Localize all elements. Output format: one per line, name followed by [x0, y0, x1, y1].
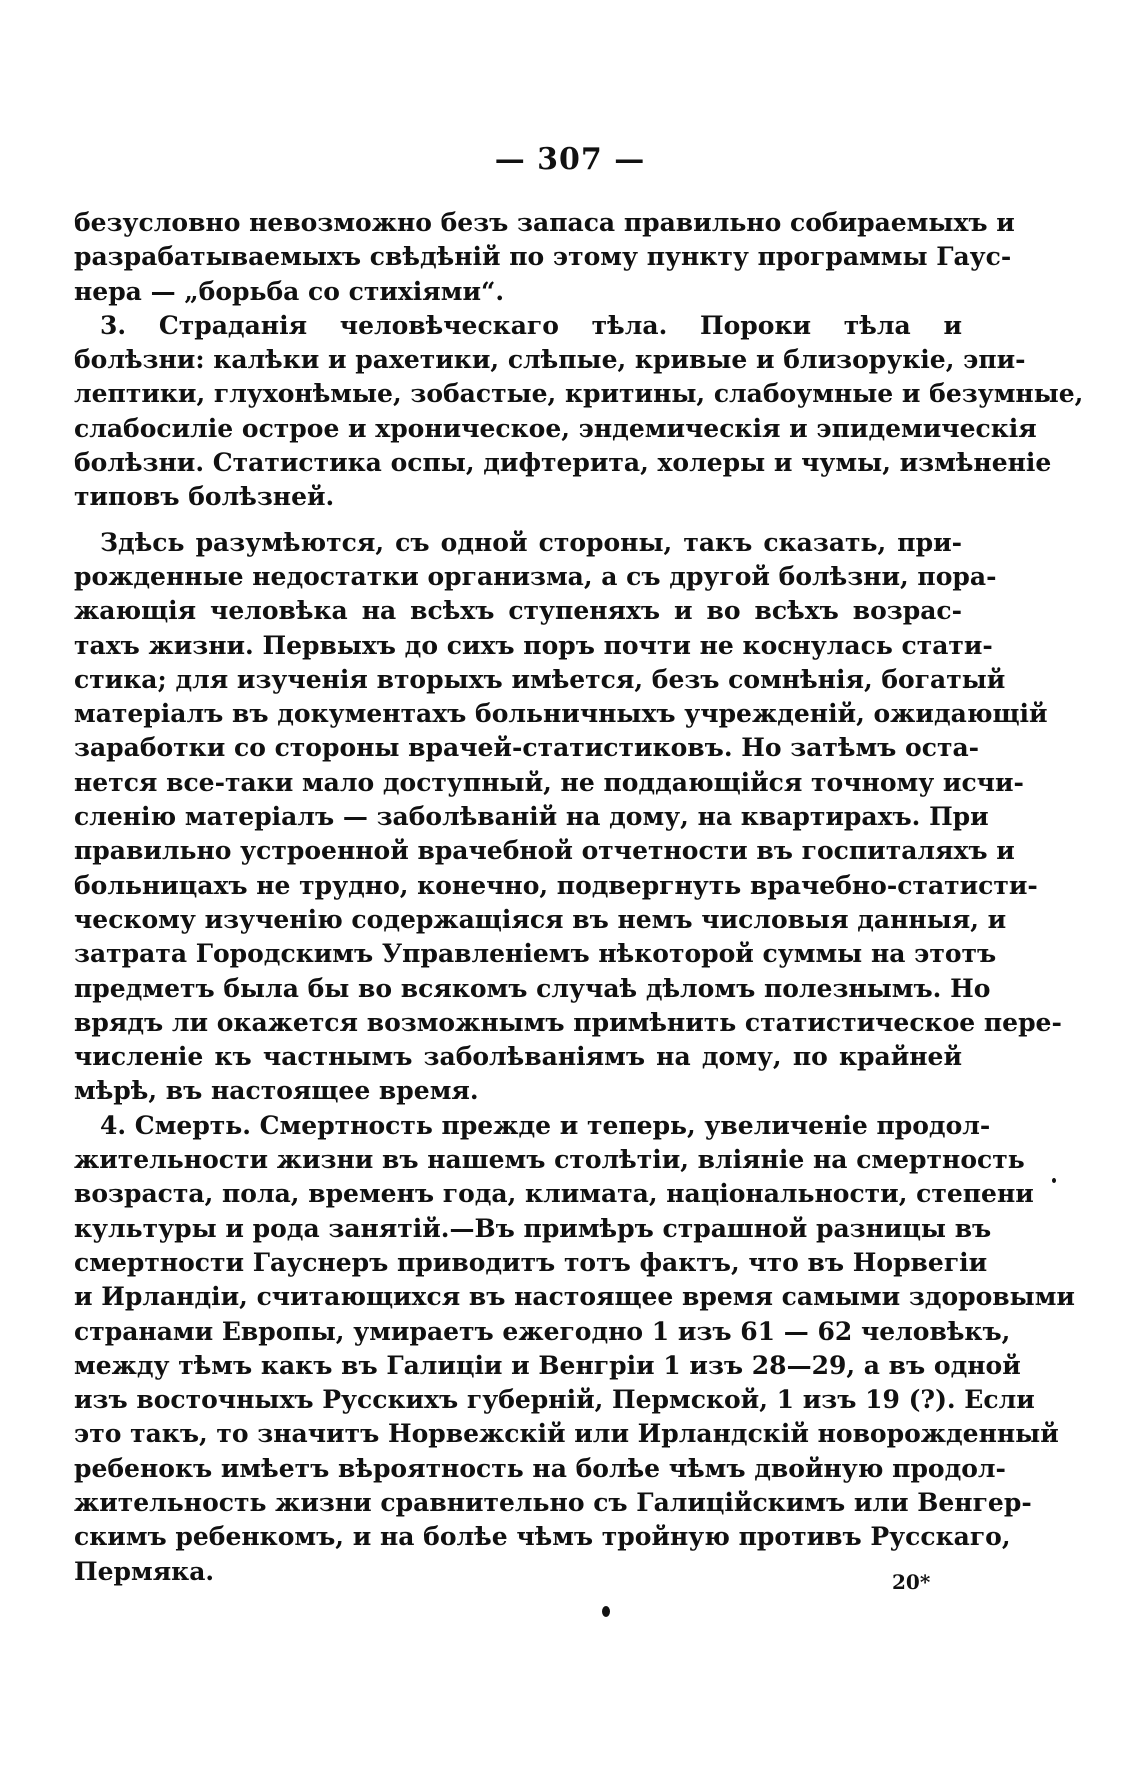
text-line: сленію матеріалъ — заболѣваній на дому, на квартирахъ. При [74, 802, 989, 832]
section-heading-line: 4. Смерть. Смертность прежде и теперь, увеличеніе продол- [100, 1110, 991, 1140]
text-line: лептики, глухонѣмые, зобастые, критины, слабоумные и безумные, [74, 379, 1084, 409]
text-line: типовъ болѣзней. [74, 482, 335, 512]
text-line: ческому изученію содержащіяся въ немъ числовыя данныя, и [74, 904, 1007, 934]
text-line: заработки со стороны врачей-статистиковъ. Но затѣмъ оста- [74, 733, 980, 763]
text-line: мѣрѣ, въ настоящее время. [74, 1076, 479, 1106]
text-line: между тѣмъ какъ въ Галиціи и Венгріи 1 изъ 28—29, а въ одной [74, 1350, 1021, 1380]
text-line: изъ восточныхъ Русскихъ губерній, Пермской, 1 изъ 19 (?). Если [74, 1385, 1035, 1415]
text-line: жительность жизни сравнительно съ Галиційскимъ или Венгер- [74, 1487, 1032, 1517]
text-line: тахъ жизни. Первыхъ до сихъ поръ почти не коснулась стати- [74, 630, 993, 660]
text-line: странами Европы, умираетъ ежегодно 1 изъ 61 — 62 человѣкъ, [74, 1316, 1011, 1346]
text-line: смертности Гауснеръ приводитъ тотъ фактъ, что въ Норвегіи [74, 1247, 988, 1277]
text-line: правильно устроенной врачебной отчетности въ госпиталяхъ и [74, 836, 1015, 866]
text-line: затрата Городскимъ Управленіемъ нѣкоторой суммы на этотъ [74, 939, 997, 969]
text-line: ребенокъ имѣетъ вѣроятность на болѣе чѣмъ двойную продол- [74, 1453, 1006, 1483]
text-line: болѣзни. Статистика оспы, дифтерита, холеры и чумы, измѣненіе [74, 448, 1052, 478]
page-number: — 307 — [494, 142, 646, 177]
text-line: жающія человѣка на всѣхъ ступеняхъ и во всѣхъ возрас- [74, 596, 962, 626]
text-line: предметъ была бы во всякомъ случаѣ дѣломъ полезнымъ. Но [74, 973, 991, 1003]
paragraph-gap [74, 515, 962, 526]
text-line: слабосиліе острое и хроническое, эндемическія и эпидемическія [74, 413, 1037, 443]
text-line: стика; для изученія вторыхъ имѣется, безъ сомнѣнія, богатый [74, 664, 1006, 694]
text-line: и Ирландіи, считающихся въ настоящее время самыми здоровыми [74, 1282, 1075, 1312]
text-line: жительности жизни въ нашемъ столѣтіи, вліяніе на смертность [74, 1145, 1025, 1175]
ink-spot [1052, 1178, 1056, 1183]
printer-signature-mark: 20* [892, 1570, 931, 1594]
text-line: возраста, пола, временъ года, климата, національности, степени [74, 1179, 1034, 1209]
text-line: скимъ ребенкомъ, и на болѣе чѣмъ тройную противъ Русскаго, [74, 1522, 1011, 1552]
text-line: Здѣсь разумѣются, съ одной стороны, такъ сказать, при- [100, 527, 962, 557]
text-line: рожденные недостатки организма, а съ другой болѣзни, пора- [74, 561, 997, 591]
body-text [74, 206, 1084, 1589]
text-line: матеріалъ въ документахъ больничныхъ учрежденій, ожидающій [74, 699, 1048, 729]
text-line: разрабатываемыхъ свѣдѣній по этому пункту программы Гаус- [74, 242, 1012, 272]
section-heading-line: 3. Страданія человѣческаго тѣла. Пороки тѣла и [100, 310, 962, 340]
text-line: нера — „борьба со стихіями“. [74, 276, 505, 306]
text-line: безусловно невозможно безъ запаса правильно собираемыхъ и [74, 208, 1015, 237]
text-line: больницахъ не трудно, конечно, подвергнуть врачебно-статисти- [74, 870, 1038, 900]
text-line: врядъ ли окажется возможнымъ примѣнить статистическое пере- [74, 1007, 1062, 1037]
text-line: нется все-таки мало доступный, не поддающійся точному исчи- [74, 767, 1024, 797]
text-line: болѣзни: калѣки и рахетики, слѣпые, кривые и близорукіе, эпи- [74, 345, 1026, 375]
ink-spot [602, 1606, 610, 1617]
text-line: численіе къ частнымъ заболѣваніямъ на дому, по крайней [74, 1042, 962, 1072]
text-line: это такъ, то значитъ Норвежскій или Ирландскій новорожденный [74, 1419, 1059, 1449]
text-line: Пермяка. [74, 1556, 215, 1586]
text-line: культуры и рода занятій.—Въ примѣръ страшной разницы въ [74, 1213, 992, 1243]
